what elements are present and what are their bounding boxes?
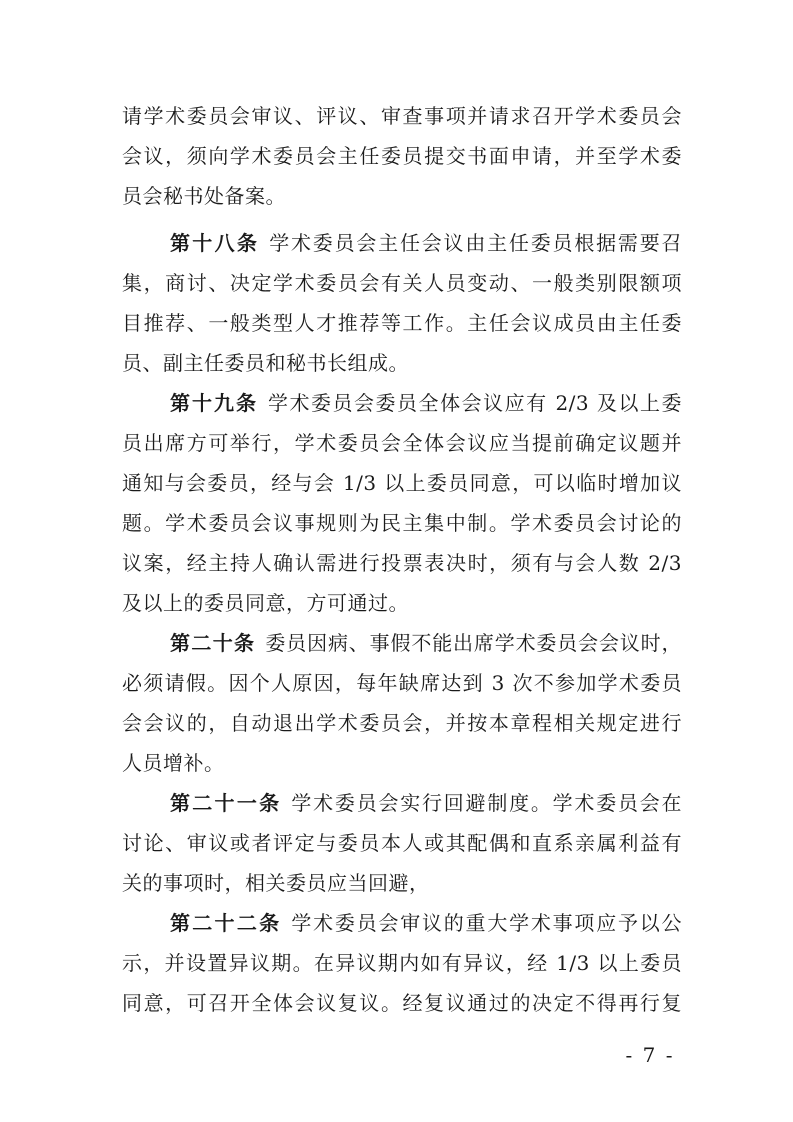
article-18-first-line bbox=[170, 230, 682, 256]
article-21-first-line bbox=[170, 790, 682, 816]
text-line: 议案，经主持人确认需进行投票表决时，须有与会人数 2/3 bbox=[122, 551, 682, 575]
article-19-first-line bbox=[170, 390, 682, 416]
article-21-heading: 第二十一条 bbox=[170, 791, 282, 815]
text-line: 集，商讨、决定学术委员会有关人员变动、一般类别限额项 bbox=[122, 271, 682, 295]
text-line: 通知与会委员，经与会 1/3 以上委员同意，可以临时增加议 bbox=[122, 471, 682, 495]
text-line: 员出席方可举行，学术委员会全体会议应当提前确定议题并 bbox=[122, 431, 682, 455]
article-19-heading: 第十九条 bbox=[170, 391, 259, 415]
article-text: 学术委员会主任会议由主任委员根据需要召 bbox=[269, 231, 683, 255]
text-line: 题。学术委员会议事规则为民主集中制。学术委员会讨论的 bbox=[122, 511, 682, 535]
text-line: 及以上的委员同意，方可通过。 bbox=[122, 591, 409, 615]
text-line: 示，并设置异议期。在异议期内如有异议，经 1/3 以上委员 bbox=[122, 951, 682, 975]
text-line: 目推荐、一般类型人才推荐等工作。主任会议成员由主任委 bbox=[122, 311, 682, 335]
page-number: - 7 - bbox=[625, 1043, 675, 1067]
text-line: 同意，可召开全体会议复议。经复议通过的决定不得再行复 bbox=[122, 991, 682, 1015]
article-text: 学术委员会实行回避制度。学术委员会在 bbox=[291, 791, 683, 815]
text-line: 人员增补。 bbox=[122, 751, 225, 775]
article-20-heading: 第二十条 bbox=[170, 631, 256, 655]
article-20-first-line bbox=[170, 630, 682, 656]
article-22-first-line bbox=[170, 910, 682, 936]
text-line: 员会秘书处备案。 bbox=[122, 184, 286, 208]
article-text: 学术委员会审议的重大学术事项应予以公 bbox=[291, 911, 683, 935]
text-line: 请学术委员会审议、评议、审查事项并请求召开学术委员会 bbox=[122, 104, 682, 128]
article-text: 委员因病、事假不能出席学术委员会会议时， bbox=[265, 631, 683, 655]
article-text: 学术委员会委员全体会议应有 2/3 及以上委 bbox=[268, 391, 683, 415]
text-line: 必须请假。因个人原因，每年缺席达到 3 次不参加学术委员 bbox=[122, 671, 682, 695]
text-line: 会会议的，自动退出学术委员会，并按本章程相关规定进行 bbox=[122, 711, 682, 735]
text-line: 关的事项时，相关委员应当回避， bbox=[122, 871, 430, 895]
text-line: 员、副主任委员和秘书长组成。 bbox=[122, 351, 409, 375]
article-18-heading: 第十八条 bbox=[170, 231, 260, 255]
text-line: 讨论、审议或者评定与委员本人或其配偶和直系亲属利益有 bbox=[122, 831, 682, 855]
article-22-heading: 第二十二条 bbox=[170, 911, 282, 935]
text-line: 会议，须向学术委员会主任委员提交书面申请，并至学术委 bbox=[122, 144, 682, 168]
